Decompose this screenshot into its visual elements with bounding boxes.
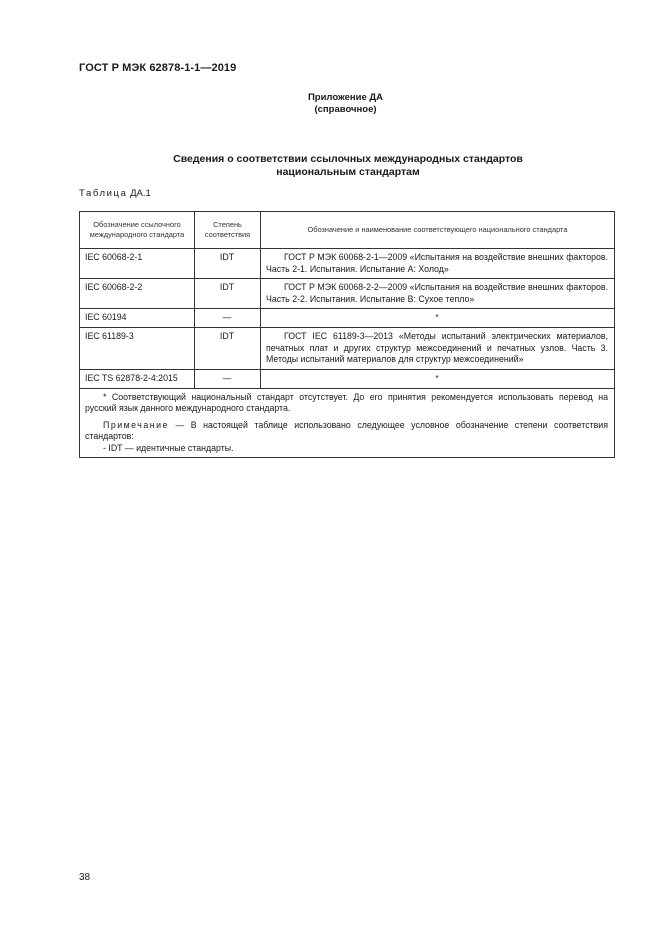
table-row <box>80 369 615 388</box>
column-header-reference: Обозначение ссылочного международного стандарта <box>80 212 195 249</box>
cell-national: ГОСТ IEC 61189-3—2013 «Методы испытаний электрических материалов, печатных плат и других структур межсоединений и печатных узлов. Часть 3. Методы испытаний материалов для структур межсоединений» <box>261 328 615 370</box>
note-item: - IDT — идентичные стандарты. <box>103 442 234 453</box>
standards-table <box>79 211 615 458</box>
section-heading-line1: Сведения о соответствии ссылочных международных стандартов <box>173 153 523 165</box>
table-row <box>80 249 615 279</box>
cell-degree: IDT <box>195 328 261 370</box>
annex-subtitle: (справочное) <box>314 104 377 115</box>
table-caption <box>79 188 151 199</box>
cell-reference: IEC 60194 <box>80 309 195 328</box>
table-row <box>80 279 615 309</box>
cell-national: ГОСТ Р МЭК 60068-2-2—2009 «Испытания на воздействие внешних факторов. Часть 2-2. Испытания. Испытание В: Сухое тепло» <box>261 279 615 309</box>
cell-reference: IEC 60068-2-2 <box>80 279 195 309</box>
table-header-row <box>80 212 615 249</box>
cell-degree: IDT <box>195 249 261 279</box>
annex-title: Приложение ДА <box>307 92 384 103</box>
cell-degree: IDT <box>195 279 261 309</box>
cell-reference: IEC TS 62878-2-4:2015 <box>80 369 195 388</box>
cell-national: * <box>261 309 615 328</box>
annex-title-block <box>0 92 661 116</box>
page-number: 38 <box>79 872 91 883</box>
table-notes <box>80 388 615 458</box>
section-heading-line2: национальным стандартам <box>276 166 420 178</box>
table-note <box>85 420 608 443</box>
cell-reference: IEC 61189-3 <box>80 328 195 370</box>
table-notes-row <box>80 388 615 458</box>
column-header-national: Обозначение и наименование соответствующего национального стандарта <box>261 212 615 249</box>
table-row <box>80 328 615 370</box>
table-row <box>80 309 615 328</box>
standard-code: ГОСТ Р МЭК 62878-1-1—2019 <box>79 62 237 74</box>
table-footnote: * Соответствующий национальный стандарт отсутствует. До его принятия рекомендуется использовать перевод на русский язык данного международного стандарта. <box>85 391 608 413</box>
cell-degree: — <box>195 369 261 388</box>
note-text: — В настоящей таблице использовано следующее условное обозначение степени соответствия стандартов: <box>85 419 608 441</box>
table-caption-id: ДА.1 <box>130 188 151 199</box>
note-label: Примечание <box>103 419 169 430</box>
section-heading <box>0 153 661 179</box>
cell-national: ГОСТ Р МЭК 60068-2-1—2009 «Испытания на воздействие внешних факторов. Часть 2-1. Испытания. Испытание А: Холод» <box>261 249 615 279</box>
cell-national: * <box>261 369 615 388</box>
cell-degree: — <box>195 309 261 328</box>
cell-reference: IEC 60068-2-1 <box>80 249 195 279</box>
column-header-degree: Степень соответствия <box>195 212 261 249</box>
table-caption-prefix: Таблица <box>79 188 128 199</box>
